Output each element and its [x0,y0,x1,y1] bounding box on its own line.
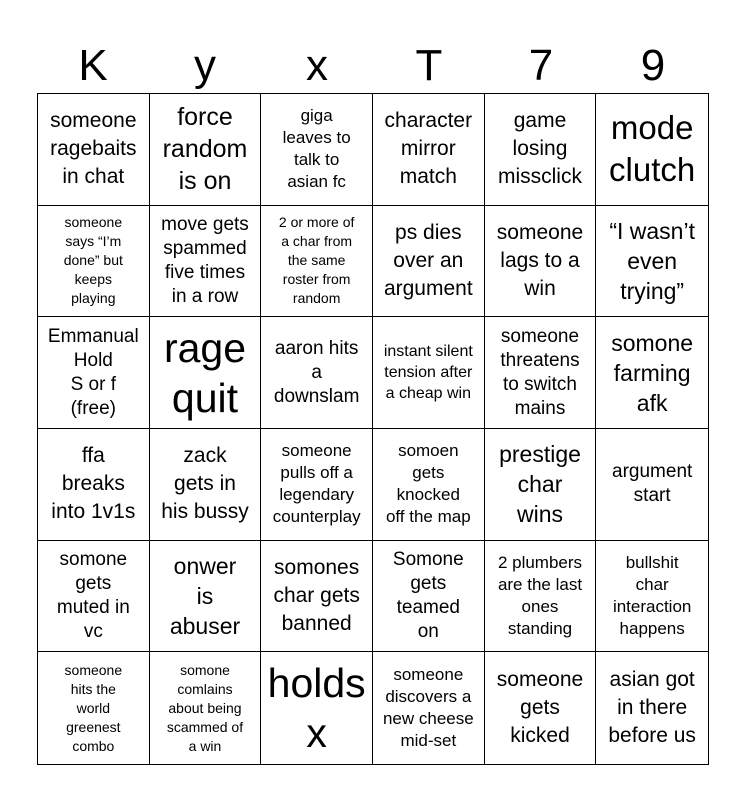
cell-text: someone ragebaits in chat [50,109,137,189]
bingo-cell[interactable] [485,317,597,429]
bingo-cell[interactable] [38,206,150,318]
cell-text: bullshit char interaction happens [612,552,692,638]
bingo-cell[interactable] [485,541,597,653]
cell-text: aaron hits a downslam [273,337,360,407]
header-letter-2: y [194,41,216,90]
bingo-cell[interactable] [373,541,485,653]
bingo-cell[interactable] [485,652,597,764]
cell-text: zack gets in his bussy [161,444,249,524]
bingo-cell[interactable] [485,429,597,541]
cell-text: somone farming afk [611,329,694,416]
bingo-cell[interactable] [38,429,150,541]
bingo-cell[interactable] [150,206,262,318]
cell-text: Emmanual Hold S or f (free) [47,325,139,419]
header-letter-1: K [78,41,108,90]
cell-text: somones char gets banned [273,555,360,635]
bingo-cell[interactable] [150,652,262,764]
cell-text: someone lags to a win [496,220,584,300]
bingo-cell[interactable] [485,206,597,318]
bingo-cell[interactable] [38,317,150,429]
cell-text: somoen gets knocked off the map [385,441,471,527]
cell-text: somone comlains about being scammed of a win [166,661,244,754]
cell-text: someone hits the world greenest combo [64,661,123,754]
bingo-cell[interactable] [38,94,150,206]
bingo-cell[interactable] [150,317,262,429]
cell-text: asian got in there before us [608,668,696,748]
bingo-cell[interactable] [150,94,262,206]
cell-text: Somone gets teamed on [392,548,464,642]
bingo-cell[interactable] [596,317,708,429]
bingo-cell[interactable] [261,94,373,206]
cell-text: ffa breaks into 1v1s [51,444,136,524]
bingo-board [37,93,709,765]
header-letter-6: 9 [640,41,666,90]
cell-text: holds x [267,660,366,757]
cell-text: giga leaves to talk to asian fc [282,106,351,192]
cell-text: someone pulls off a legendary counterplay [272,441,361,527]
bingo-cell[interactable] [38,652,150,764]
bingo-cell[interactable] [373,317,485,429]
bingo-cell[interactable] [261,541,373,653]
bingo-cell[interactable] [261,317,373,429]
cell-text: somone gets muted in vc [56,548,130,642]
cell-text: character mirror match [384,109,473,189]
bingo-cell[interactable] [261,429,373,541]
bingo-cell[interactable] [150,541,262,653]
header-letter-4: T [415,41,443,90]
bingo-cell[interactable] [373,206,485,318]
bingo-cell[interactable] [596,429,708,541]
bingo-cell[interactable] [150,429,262,541]
cell-text: force random is on [162,103,248,196]
bingo-cell[interactable] [373,652,485,764]
bingo-cell[interactable] [261,206,373,318]
bingo-cell[interactable] [373,429,485,541]
cell-text: “I wasn’t even trying” [609,217,695,304]
cell-text: rage quit [163,324,247,421]
bingo-cell[interactable] [596,652,708,764]
cell-text: ps dies over an argument [383,220,473,300]
cell-text: prestige char wins [499,441,581,528]
cell-text: instant silent tension after a cheap win [383,343,473,403]
cell-text: game losing missclick [497,109,582,189]
cell-text: move gets spammed five times in a row [161,213,249,307]
bingo-cell[interactable] [373,94,485,206]
bingo-cell[interactable] [596,541,708,653]
bingo-cell[interactable] [485,94,597,206]
header-letter-5: 7 [528,41,554,90]
header-letter-3: x [306,41,328,90]
cell-text: onwer is abuser [169,552,241,639]
cell-text: someone gets kicked [496,668,584,748]
cell-text: 2 or more of a char from the same roster from random [278,214,355,307]
cell-text: someone threatens to switch mains [500,325,580,419]
bingo-header [37,38,709,94]
cell-text: someone says “I’m done” but keeps playing [63,214,123,307]
bingo-cell[interactable] [596,94,708,206]
cell-text: 2 plumbers are the last ones standing [497,552,583,638]
cell-text: someone discovers a new cheese mid-set [382,665,474,751]
cell-text: argument start [612,461,693,507]
cell-text: mode clutch [609,109,696,189]
bingo-cell[interactable] [596,206,708,318]
bingo-cell[interactable] [261,652,373,764]
bingo-cell[interactable] [38,541,150,653]
